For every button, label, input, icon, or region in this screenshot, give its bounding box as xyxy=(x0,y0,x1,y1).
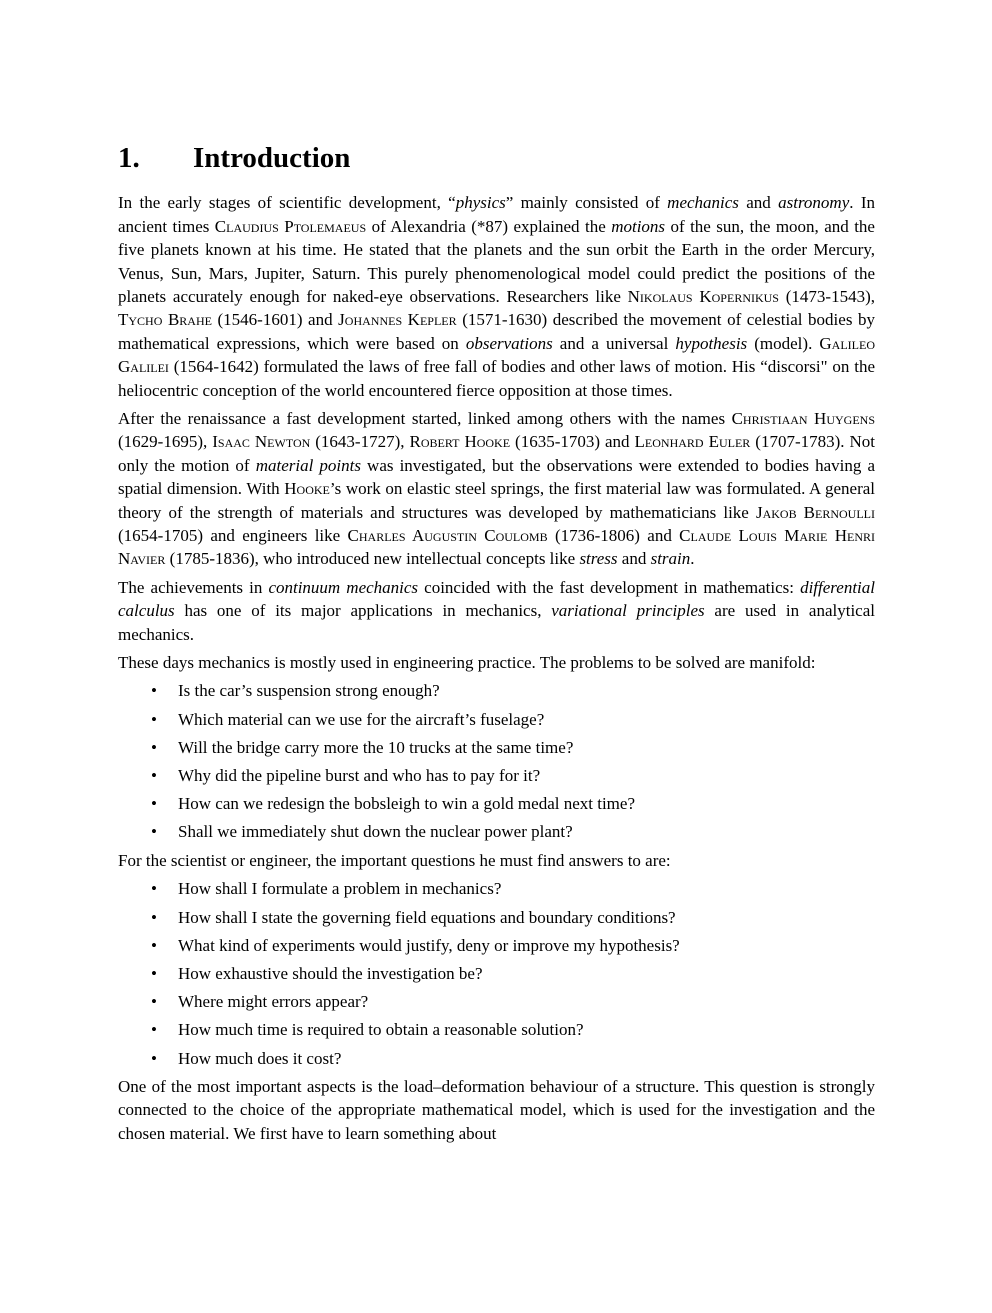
practical-questions-list xyxy=(118,679,875,843)
list-item: • Which material can we use for the aircraft’s fuselage? xyxy=(178,708,875,731)
paragraph-engineering-practice: These days mechanics is mostly used in engineering practice. The problems to be solved are manifold: xyxy=(118,653,816,673)
paragraph-renaissance: After the renaissance a fast development started, linked among others with the names Christiaan Huygens (1629-1695), Isaac Newton (1643-1727), Robert Hooke (1635-1703) and Leonhard Euler (1707-1783). Not only the motion of material points was investigated, but the observations were extended to bodies having a spatial dimension. With Hooke’s work on elastic steel springs, the first material law was formulated. A general theory of the strength of materials and structures was developed by mathematicians like Jakob Bernoulli (1654-1705) and engineers like Charles Augustin Coulomb (1736-1806) and Claude Louis Marie Henri Navier (1785-1836), who introduced new intellectual concepts like stress and strain. xyxy=(118,409,876,569)
paragraph-scientist-questions-intro: For the scientist or engineer, the important questions he must find answers to are: xyxy=(118,850,671,870)
chapter-heading xyxy=(118,142,875,175)
scientist-questions-list xyxy=(118,877,875,1070)
list-item: • Is the car’s suspension strong enough? xyxy=(178,679,875,702)
list-item: • How shall I state the governing field equations and boundary conditions? xyxy=(178,906,875,929)
list-item: • What kind of experiments would justify, deny or improve my hypothesis? xyxy=(178,934,875,957)
list-item: • How can we redesign the bobsleigh to win a gold medal next time? xyxy=(178,792,875,815)
chapter-title: Introduction xyxy=(193,142,351,174)
list-item: • Shall we immediately shut down the nuclear power plant? xyxy=(178,820,875,843)
list-item: • Where might errors appear? xyxy=(178,990,875,1013)
list-item: • How shall I formulate a problem in mechanics? xyxy=(178,877,875,900)
paragraph-ancient-history: In the early stages of scientific development, “physics” mainly consisted of mechanics and astronomy. In ancient times Claudius Ptolemaeus of Alexandria (*87) explained the motions of the sun, the moon, and the five planets known at his time. He stated that the planets and the sun orbit the Earth in the order Mercury, Venus, Sun, Mars, Jupiter, Saturn. This purely phenomenological model could predict the positions of the planets accurately enough for naked-eye observations. Researchers like Nikolaus Kopernikus (1473-1543), Tycho Brahe (1546-1601) and Johannes Kepler (1571-1630) described the movement of celestial bodies by mathematical expressions, which were based on observations and a universal hypothesis (model). Galileo Galilei (1564-1642) formulated the laws of free fall of bodies and other laws of motion. His “discorsi" on the heliocentric conception of the world encountered fierce opposition at those times. xyxy=(118,193,876,400)
list-item: • Will the bridge carry more the 10 trucks at the same time? xyxy=(178,736,875,759)
text-block xyxy=(118,142,875,1150)
list-item: • How much time is required to obtain a reasonable solution? xyxy=(178,1018,875,1041)
list-item: • How much does it cost? xyxy=(178,1047,875,1070)
chapter-number: 1. xyxy=(118,142,140,174)
paragraph-continuum-mechanics: The achievements in continuum mechanics coincided with the fast development in mathematics: differential calculus has one of its major applications in mechanics, variational principles are used in analytical mechanics. xyxy=(118,577,875,644)
list-item: • Why did the pipeline burst and who has to pay for it? xyxy=(178,764,875,787)
paragraph-load-deformation: One of the most important aspects is the load–deformation behaviour of a structure. This question is strongly connected to the choice of the appropriate mathematical model, which is used for the investigation and the chosen material. We first have to learn something about xyxy=(118,1076,875,1143)
list-item: • How exhaustive should the investigation be? xyxy=(178,962,875,985)
